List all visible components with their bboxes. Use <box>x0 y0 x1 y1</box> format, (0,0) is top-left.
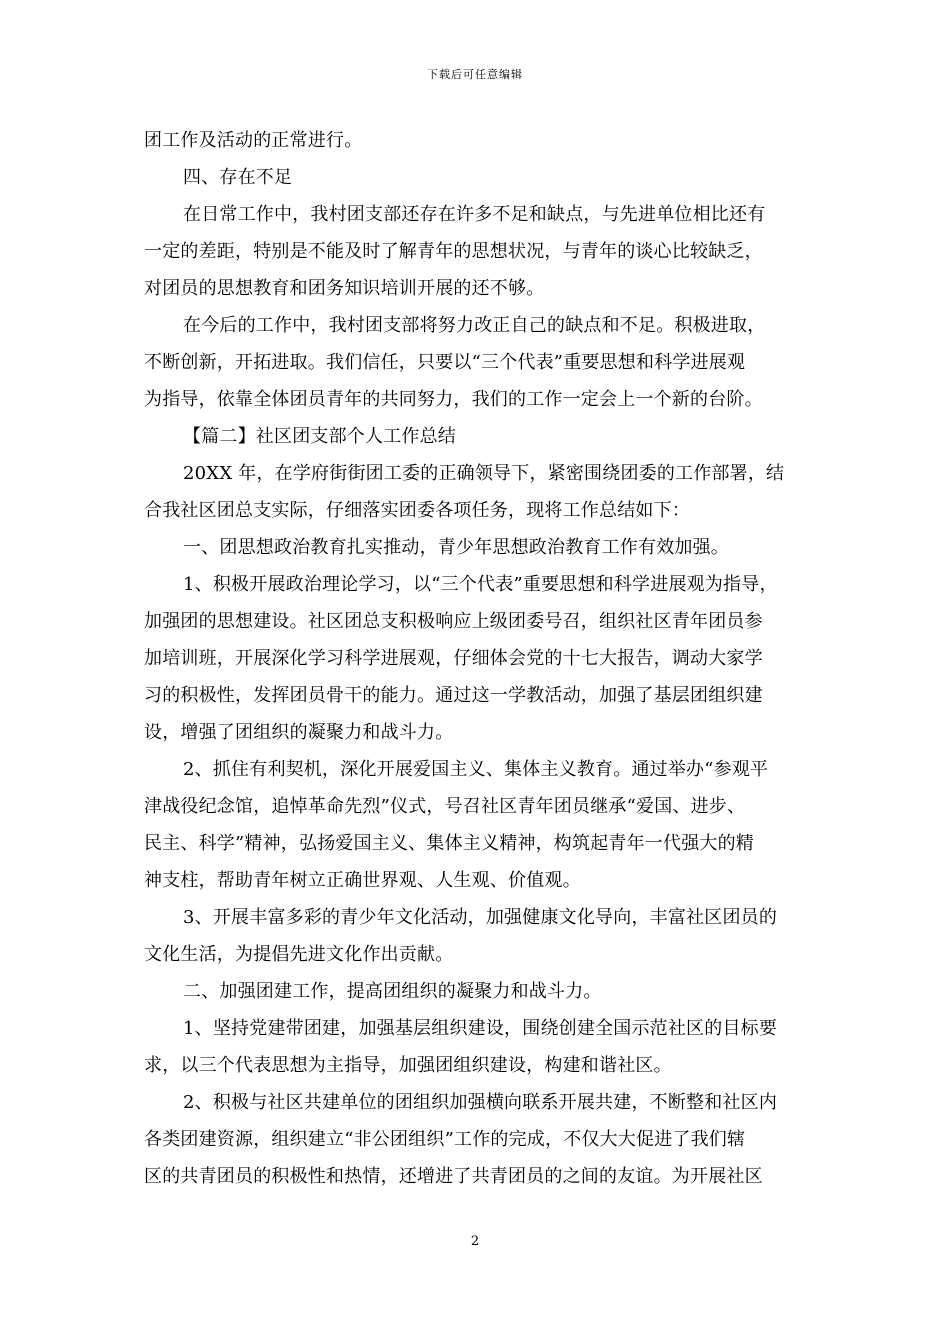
text-line: 文化生活，为提倡先进文化作出贡献。 <box>144 944 454 965</box>
text-line: 二、加强团建工作，提高团组织的凝聚力和战斗力。 <box>183 981 602 1002</box>
text-line: 神支柱，帮助青年树立正确世界观、人生观、价值观。 <box>144 870 581 891</box>
text-line: 3、开展丰富多彩的青少年文化活动，加强健康文化导向，丰富社区团员的 <box>183 907 778 928</box>
text-line: 加强团的思想建设。社区团总支积极响应上级团委号召，组织社区青年团员参 <box>144 611 763 632</box>
document-body <box>144 122 810 1195</box>
text-line: 【篇二】社区团支部个人工作总结 <box>183 426 456 447</box>
text-line: 合我社区团总支实际，仔细落实团委各项任务，现将工作总结如下： <box>144 500 690 521</box>
text-line: 一、团思想政治教育扎实推动，青少年思想政治教育工作有效加强。 <box>183 537 729 558</box>
text-line: 加培训班，开展深化学习科学进展观，仔细体会党的十七大报告，调动大家学 <box>144 648 763 669</box>
text-line: 民主、科学”精神，弘扬爱国主义、集体主义精神，构筑起青年一代强大的精 <box>144 833 754 854</box>
text-line: 1、坚持党建带团建，加强基层组织建设，围绕创建全国示范社区的目标要 <box>183 1018 778 1039</box>
text-line: 对团员的思想教育和团务知识培训开展的还不够。 <box>144 278 545 299</box>
text-line: 2、积极与社区共建单位的团组织加强横向联系开展共建，不断整和社区内 <box>183 1092 778 1113</box>
page-number: 2 <box>470 1234 480 1249</box>
text-line: 四、存在不足 <box>183 167 293 188</box>
text-line: 设，增强了团组织的凝聚力和战斗力。 <box>144 722 454 743</box>
text-line: 一定的差距，特别是不能及时了解青年的思想状况，与青年的谈心比较缺乏， <box>144 241 763 262</box>
text-line: 团工作及活动的正常进行。 <box>144 130 363 151</box>
text-line: 区的共青团员的积极性和热情，还增进了共青团员的之间的友谊。为开展社区 <box>144 1166 763 1187</box>
text-line: 习的积极性，发挥团员骨干的能力。通过这一学教活动，加强了基层团组织建 <box>144 685 763 706</box>
text-line: 津战役纪念馆，追悼革命先烈”仪式，号召社区青年团员继承“爱国、进步、 <box>144 796 746 817</box>
text-line: 20XX 年，在学府街街团工委的正确领导下，紧密围绕团委的工作部署，结 <box>183 463 785 484</box>
text-line: 各类团建资源，组织建立“非公团组织”工作的完成，不仅大大促进了我们辖 <box>144 1129 746 1150</box>
text-line: 在日常工作中，我村团支部还存在许多不足和缺点，与先进单位相比还有 <box>183 204 766 225</box>
text-line: 求，以三个代表思想为主指导，加强团组织建设，构建和谐社区。 <box>144 1055 672 1076</box>
text-line: 不断创新，开拓进取。我们信任，只要以“三个代表”重要思想和科学进展观 <box>144 352 746 373</box>
text-line: 1、积极开展政治理论学习，以“三个代表”重要思想和科学进展观为指导， <box>183 574 778 595</box>
text-line: 2、抓住有利契机，深化开展爱国主义、集体主义教育。通过举办“参观平 <box>183 759 769 780</box>
page-header: 下载后可任意编辑 <box>427 68 523 81</box>
text-line: 在今后的工作中，我村团支部将努力改正自己的缺点和不足。积极进取， <box>183 315 766 336</box>
text-line: 为指导，依靠全体团员青年的共同努力，我们的工作一定会上一个新的台阶。 <box>144 389 763 410</box>
